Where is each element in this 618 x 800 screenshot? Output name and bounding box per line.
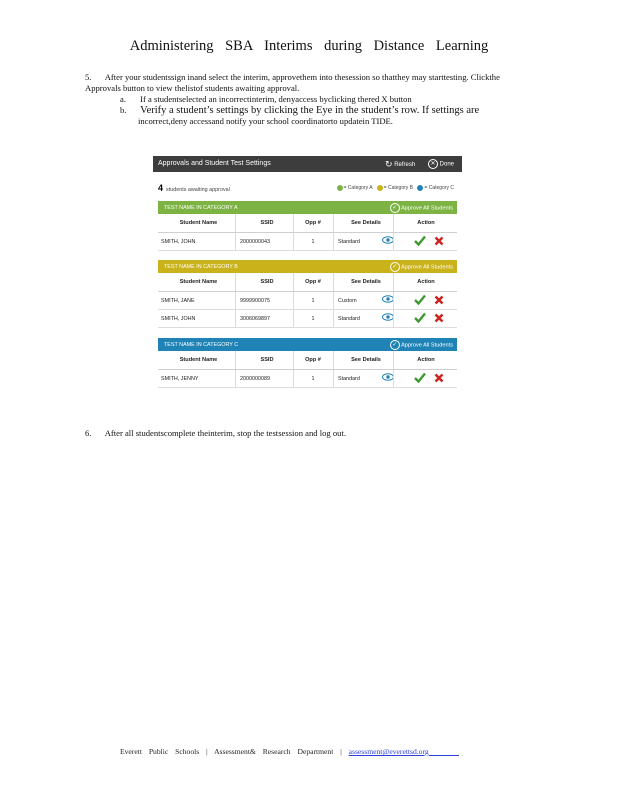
approve-check-icon[interactable] <box>414 294 426 305</box>
awaiting-label: students awaiting approval <box>166 187 230 193</box>
student-opp: 1 <box>311 298 315 304</box>
col-action: Action <box>417 220 435 226</box>
step-5 <box>85 72 535 127</box>
category-c-band <box>158 338 457 351</box>
step-5b <box>120 105 535 116</box>
footer-email-link[interactable]: assessment@everettsd.org <box>348 747 429 756</box>
table-row <box>158 233 457 251</box>
student-name: SMITH, JENNY <box>161 376 199 382</box>
legend-a-dot <box>337 185 343 191</box>
step-5a <box>120 94 535 105</box>
category-b-band <box>158 260 457 273</box>
step-5b-lead: Verify a student’s settings by clicking the Eye in the student’s row. If settings are <box>140 105 480 116</box>
awaiting-number: 4 <box>158 183 164 193</box>
deny-x-icon[interactable] <box>434 373 444 383</box>
approve-check-icon[interactable] <box>414 235 426 246</box>
legend-c: = Category C <box>417 185 454 191</box>
category-b-table <box>158 273 457 328</box>
student-opp: 1 <box>311 316 315 322</box>
table-header <box>158 214 457 233</box>
col-see-details: See Details <box>351 279 381 285</box>
student-settings: Standard <box>338 316 360 322</box>
category-b-name: TEST NAME IN CATEGORY B <box>164 263 238 270</box>
refresh-button[interactable] <box>385 159 415 170</box>
approve-check-icon[interactable] <box>414 372 426 383</box>
col-ssid: SSID <box>260 357 274 363</box>
step-5-number: 5. <box>85 72 92 82</box>
col-student-name: Student Name <box>179 279 218 285</box>
col-opp: Opp # <box>305 220 321 226</box>
step-6-number: 6. <box>85 428 92 438</box>
student-name: SMITH, JOHN <box>161 316 196 322</box>
student-ssid: 2000000043 <box>240 239 270 245</box>
student-ssid: 2000000089 <box>240 376 270 382</box>
student-name: SMITH, JOHN <box>161 239 196 245</box>
col-student-name: Student Name <box>179 357 218 363</box>
col-see-details: See Details <box>351 357 381 363</box>
approvals-header-title: Approvals and Student Test Settings <box>158 160 271 167</box>
legend-c-dot <box>417 185 423 191</box>
refresh-icon: ↻ <box>385 159 393 169</box>
student-name: SMITH, JANE <box>161 298 195 304</box>
approve-check-icon[interactable] <box>414 312 426 323</box>
table-row <box>158 370 457 388</box>
approvals-screenshot <box>153 156 462 394</box>
col-action: Action <box>417 279 435 285</box>
col-ssid: SSID <box>260 279 274 285</box>
deny-x-icon[interactable] <box>434 295 444 305</box>
category-c-name: TEST NAME IN CATEGORY C <box>164 341 239 348</box>
step-5a-text: If a studentselected an incorrectinterim, denyaccess byclicking thered X button <box>140 94 412 104</box>
step-5b-marker: b. <box>120 105 127 115</box>
close-icon: ✕ <box>428 159 438 169</box>
student-opp: 1 <box>311 239 315 245</box>
awaiting-count <box>158 183 230 193</box>
step-5-text: After your studentssign inand select the interim, approvethem into thesession so thatthey may starttesting. Clickthe Approvals button to view thelistof students awaiting approval. <box>85 72 500 93</box>
done-button[interactable] <box>428 159 454 169</box>
legend-b-dot <box>377 185 383 191</box>
refresh-label: Refresh <box>394 162 416 169</box>
col-opp: Opp # <box>305 279 321 285</box>
category-legend <box>337 185 455 191</box>
check-circle-icon: ✓ <box>390 340 400 350</box>
category-a-band <box>158 201 457 214</box>
student-ssid: 9999900075 <box>240 298 270 304</box>
col-see-details: See Details <box>351 220 381 226</box>
deny-x-icon[interactable] <box>434 313 444 323</box>
step-6-text: After all studentscomplete theinterim, stop the testsession and log out. <box>104 428 346 438</box>
footer-text: Everett Public Schools | Assessment& Research Department | <box>120 747 342 756</box>
legend-b: = Category B <box>377 185 413 191</box>
student-settings: Standard <box>338 239 360 245</box>
step-6 <box>85 428 535 439</box>
col-ssid: SSID <box>260 220 274 226</box>
page-footer <box>120 747 459 756</box>
approve-all-c-button[interactable]: ✓ Approve All Students <box>390 340 453 350</box>
category-a-table <box>158 214 457 251</box>
table-header <box>158 273 457 292</box>
student-ssid: 3006069897 <box>240 316 270 322</box>
table-row <box>158 310 457 328</box>
step-5a-marker: a. <box>120 94 126 104</box>
table-header <box>158 351 457 370</box>
student-settings: Standard <box>338 376 360 382</box>
col-student-name: Student Name <box>179 220 218 226</box>
legend-a: = Category A <box>337 185 373 191</box>
col-action: Action <box>417 357 435 363</box>
step-5b-rest: incorrect,deny accessand notify your school coordinatorto updatein TIDE. <box>138 116 393 126</box>
student-settings: Custom <box>338 298 357 304</box>
approve-all-b-button[interactable]: ✓ Approve All Students <box>390 262 453 272</box>
col-opp: Opp # <box>305 357 321 363</box>
approvals-header <box>153 156 462 172</box>
done-label: Done <box>439 161 455 168</box>
category-a-name: TEST NAME IN CATEGORY A <box>164 204 238 211</box>
check-circle-icon: ✓ <box>390 203 400 213</box>
deny-x-icon[interactable] <box>434 236 444 246</box>
footer-link-underline <box>429 755 459 756</box>
document-title: Administering SBA Interims during Distance Learning <box>129 38 489 54</box>
table-row <box>158 292 457 310</box>
approve-all-a-button[interactable]: ✓ Approve All Students <box>390 203 453 213</box>
student-opp: 1 <box>311 376 315 382</box>
check-circle-icon: ✓ <box>390 262 400 272</box>
category-c-table <box>158 351 457 388</box>
